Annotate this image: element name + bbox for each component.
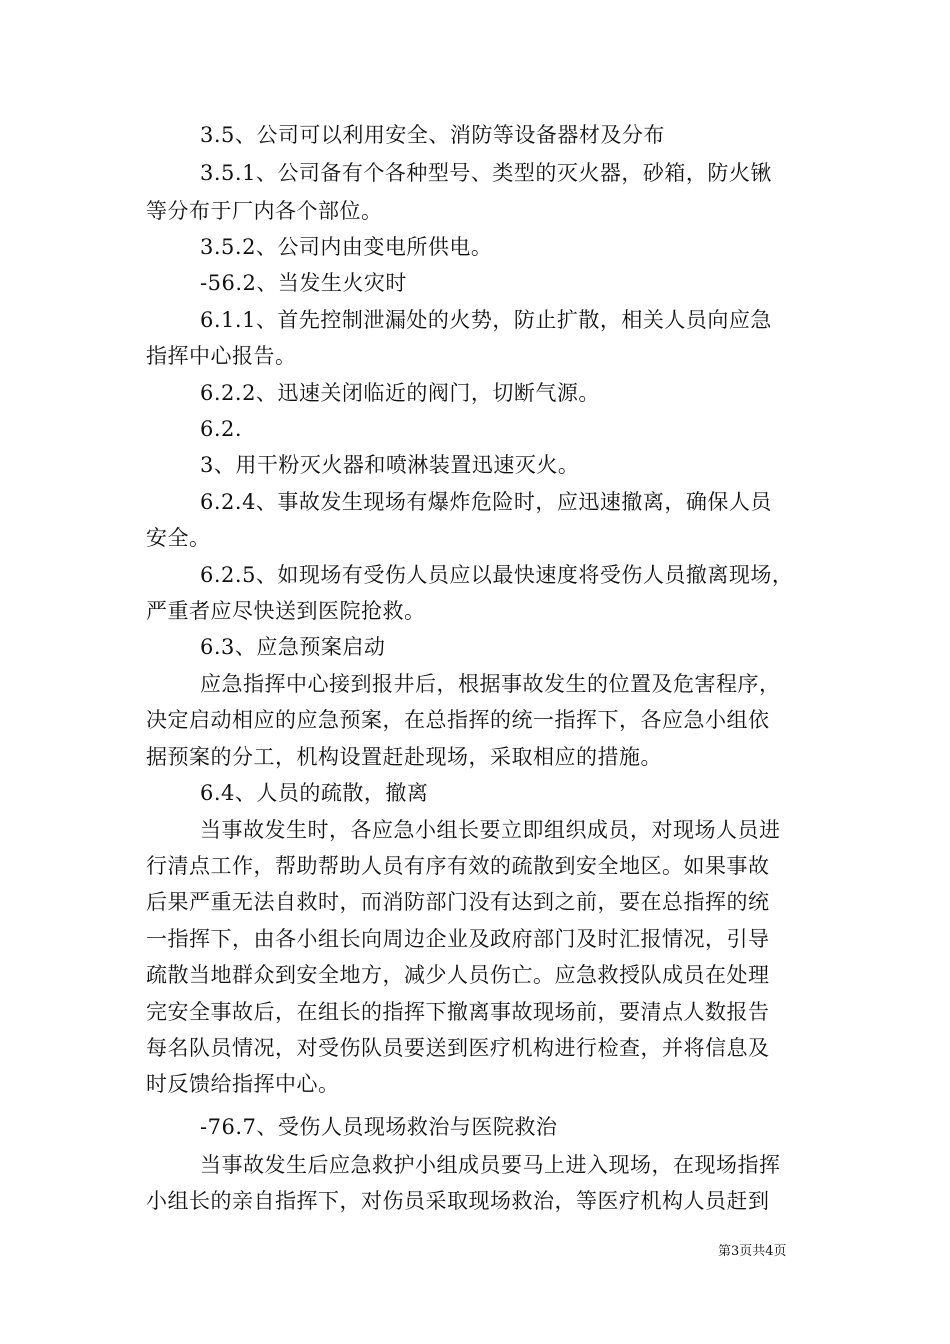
text-line: 6.2. (200, 417, 243, 441)
text-line: 完安全事故后，在组长的指挥下撤离事故现场前，要清点人数报告 (146, 1000, 770, 1024)
text-line: 小组长的亲自指挥下，对伤员采取现场救治，等医疗机构人员赶到 (146, 1189, 770, 1213)
text-line: 当事故发生时，各应急小组长要立即组织成员，对现场人员进 (200, 818, 781, 842)
text-line: 据预案的分工，机构设置赶赴现场，采取相应的措施。 (146, 745, 662, 769)
text-line: 行清点工作，帮助帮助人员有序有效的疏散到安全地区。如果事故 (146, 854, 770, 878)
text-line: 等分布于厂内各个部位。 (146, 199, 383, 223)
text-line: 6.2.2、迅速关闭临近的阀门，切断气源。 (200, 381, 600, 405)
text-line: 3.5、公司可以利用安全、消防等设备器材及分布 (200, 123, 665, 147)
text-line: 6.2.4、事故发生现场有爆炸危险时，应迅速撤离，确保人员 (200, 490, 772, 514)
text-line: 严重者应尽快送到医院抢救。 (146, 599, 426, 623)
text-line: 当事故发生后应急救护小组成员要马上进入现场，在现场指挥 (200, 1153, 781, 1177)
text-line: 一指挥下，由各小组长向周边企业及政府部门及时汇报情况，引导 (146, 927, 770, 951)
text-line: 后果严重无法自救时，而消防部门没有达到之前，要在总指挥的统 (146, 890, 770, 914)
page-number-footer: 第3页共4页 (718, 1244, 787, 1259)
text-line: 应急指挥中心接到报井后，根据事故发生的位置及危害程序， (200, 672, 781, 696)
text-line: 时反馈给指挥中心。 (146, 1072, 340, 1096)
text-line: -56.2、当发生火灾时 (200, 271, 407, 295)
text-line: 6.2.5、如现场有受伤人员应以最快速度将受伤人员撤离现场， (200, 563, 794, 587)
text-line: -76.7、受伤人员现场救治与医院救治 (200, 1115, 558, 1139)
text-line: 3.5.1、公司备有个各种型号、类型的灭火器，砂箱，防火锹 (200, 161, 772, 185)
text-line: 6.1.1、首先控制泄漏处的火势，防止扩散，相关人员向应急 (200, 308, 772, 332)
text-line: 6.3、应急预案启动 (200, 635, 386, 659)
text-line: 3.5.2、公司内由变电所供电。 (200, 235, 493, 259)
text-line: 每名队员情况，对受伤队员要送到医疗机构进行检查，并将信息及 (146, 1036, 770, 1060)
text-line: 疏散当地群众到安全地方，减少人员伤亡。应急救授队成员在处理 (146, 963, 770, 987)
text-line: 安全。 (146, 526, 211, 550)
text-line: 指挥中心报告。 (146, 344, 297, 368)
text-line: 6.4、人员的疏散，撤离 (200, 781, 429, 805)
text-line: 决定启动相应的应急预案，在总指挥的统一指挥下，各应急小组依 (146, 708, 770, 732)
text-line: 3、用干粉灭火器和喷淋装置迅速灭火。 (200, 453, 580, 477)
